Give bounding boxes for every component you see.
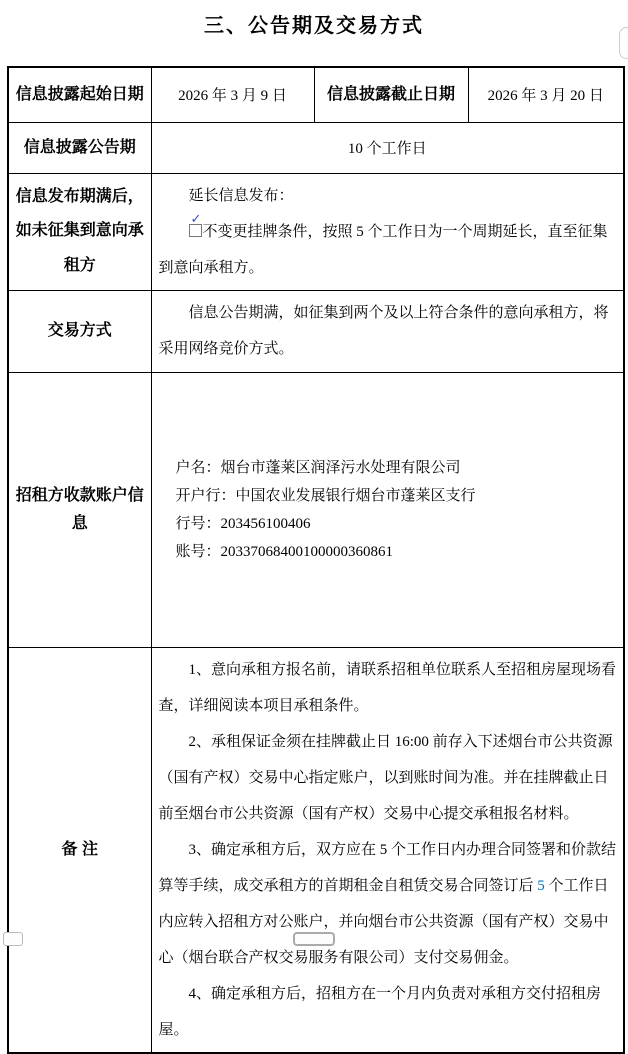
announcement-period-label: 信息披露公告期 xyxy=(8,122,151,173)
extension-line2-text: 不变更挂牌条件，按照 5 个工作日为一个周期延长，直至征集到意向承租方。 xyxy=(158,223,608,276)
table-row-trade-method xyxy=(8,290,624,372)
remark-paragraph-3 xyxy=(159,832,617,976)
account-label: 招租方收款账户信息 xyxy=(8,372,151,647)
account-bank-line: 开户行：中国农业发展银行烟台市蓬莱区支行 xyxy=(175,487,476,504)
cutoff-button-fragment-left[interactable] xyxy=(3,932,23,946)
extension-line1: 延长信息发布： xyxy=(188,187,294,204)
table-row-announcement-period xyxy=(8,122,624,173)
remark-paragraph-1: 1、意向承租方报名前，请联系招租单位联系人至招租房屋现场看查，详细阅读本项目承租条件。 xyxy=(158,661,617,714)
scrollbar-thumb-fragment[interactable] xyxy=(619,27,628,59)
disclosure-start-label: 信息披露起始日期 xyxy=(8,67,151,122)
checked-checkbox-icon xyxy=(189,211,202,237)
trade-method-cell xyxy=(151,290,624,372)
trade-method-label: 交易方式 xyxy=(8,290,151,372)
announcement-period-value: 10 个工作日 xyxy=(151,122,624,173)
document-page xyxy=(0,9,628,1038)
table-row-remarks xyxy=(8,647,624,1053)
account-cell xyxy=(151,372,624,647)
remark-3-highlighted-number: 5 xyxy=(537,877,545,894)
table-row-account xyxy=(8,372,624,647)
account-holder-line: 户名：烟台市蓬莱区润泽污水处理有限公司 xyxy=(175,459,461,476)
table-row-disclosure-dates xyxy=(8,67,624,122)
checkmark-icon: ✓ xyxy=(190,211,202,227)
disclosure-start-value: 2026 年 3 月 9 日 xyxy=(151,67,314,122)
announcement-table xyxy=(7,66,625,1054)
remarks-cell xyxy=(151,647,624,1053)
account-number-line: 账号：20337068400100000360861 xyxy=(175,543,394,560)
remark-paragraph-4: 4、确定承租方后，招租方在一个月内负责对承租方交付招租房屋。 xyxy=(158,985,602,1038)
page-title: 三、公告期及交易方式 xyxy=(204,15,424,37)
extension-cell xyxy=(151,173,624,290)
remark-3-text-a: 3、确定承租方后，双方应在 5 个工作日内办理合同签署和价款结算等手续，成交承租方的首期租金自租赁交易合同签订后 xyxy=(158,841,617,894)
extension-label: 信息发布期满后，如未征集到意向承租方 xyxy=(8,173,151,290)
extension-line2 xyxy=(158,211,617,286)
disclosure-end-label: 信息披露截止日期 xyxy=(314,67,468,122)
remarks-label: 备 注 xyxy=(8,647,151,1053)
trade-method-value: 信息公告期满，如征集到两个及以上符合条件的意向承租方，将采用网络竞价方式。 xyxy=(158,305,609,357)
remark-3-text-b: 个工作日内应转入招租方对公账户，并向烟台市公共资源（国有产权）交易中心（烟台联合产权交易服务有限公司）支付交易佣金。 xyxy=(158,877,609,966)
account-bank-number-line: 行号：203456100406 xyxy=(175,515,311,532)
disclosure-end-value: 2026 年 3 月 20 日 xyxy=(468,67,624,122)
cutoff-button-fragment-center[interactable] xyxy=(293,932,335,946)
table-row-extension xyxy=(8,173,624,290)
remark-paragraph-2: 2、承租保证金须在挂牌截止日 16:00 前存入下述烟台市公共资源（国有产权）交易中心指定账户，以到账时间为准。并在挂牌截止日前至烟台市公共资源（国有产权）交易中心提交承租报名材料。 xyxy=(158,733,613,822)
